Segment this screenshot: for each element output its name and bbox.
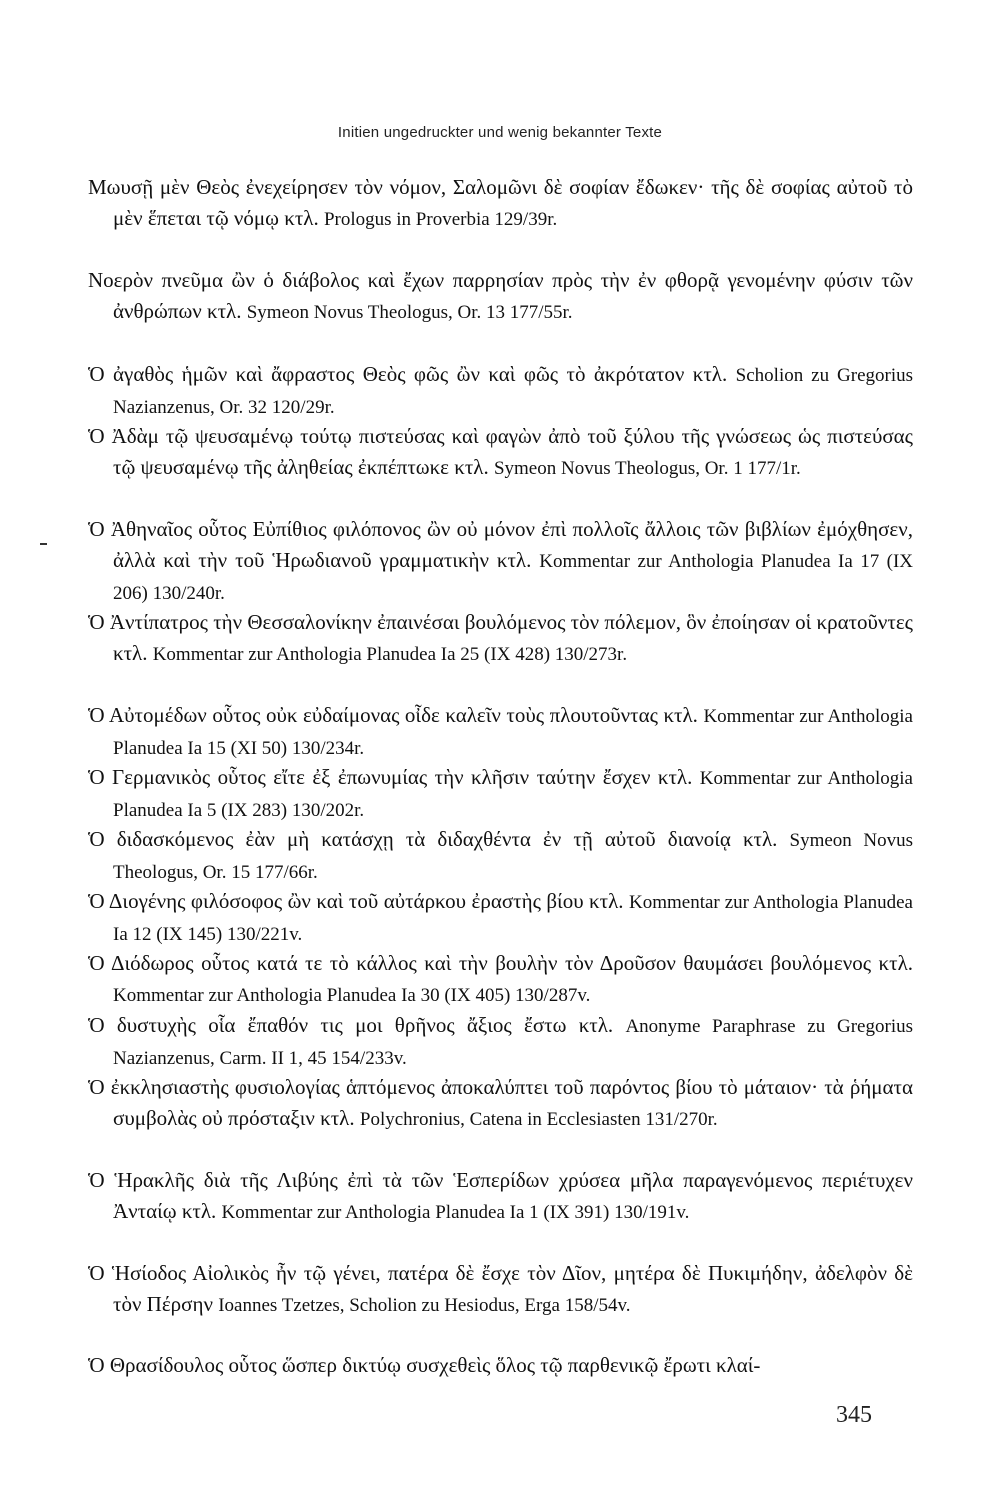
greek-incipit: Ὁ ἐκκλησιαστὴς φυσιολογίας ἁπτόμενος ἀποκαλύπτει τοῦ παρόντος βίου τὸ μάταιον· τὰ ῥήματα συμβολὰς οὐ πρόσταξιν κτλ. bbox=[88, 1075, 913, 1130]
entry-15 bbox=[88, 1258, 913, 1321]
source-reference: Polychronius, Catena in Ecclesiasten 131/270r. bbox=[359, 1109, 718, 1130]
entry-14 bbox=[88, 1165, 913, 1228]
greek-incipit: Ὁ Ἡρακλῆς διὰ τῆς Λιβύης ἐπὶ τὰ τῶν Ἑσπερίδων χρύσεα μῆλα παραγενόμενος περιέτυχεν Ἀνταίῳ κτλ. bbox=[88, 1168, 913, 1223]
source-reference: Prologus in Proverbia 129/39r. bbox=[323, 209, 558, 230]
source-reference: Ioannes Tzetzes, Scholion zu Hesiodus, Erga 158/54v. bbox=[218, 1295, 631, 1316]
greek-incipit: Ὁ Ἀθηναῖος οὗτος Εὐπίθιος φιλόπονος ὢν οὐ μόνον ἐπὶ πολλοῖς ἄλλοις τῶν βιβλίων ἐμόχθησεν, ἀλλὰ καὶ τὴν τοῦ Ἡρωδιανοῦ γραμματικὴν κτλ. bbox=[88, 517, 913, 572]
entry-9 bbox=[88, 824, 913, 888]
greek-incipit: Ὁ Γερμανικὸς οὗτος εἴτε ἐξ ἐπωνυμίας τὴν κλῆσιν ταύτην ἔσχεν κτλ. bbox=[88, 765, 693, 789]
greek-incipit: Ὁ ἀγαθὸς ἡμῶν καὶ ἄφραστος Θεὸς φῶς ὢν καὶ φῶς τὸ ἀκρότατον κτλ. bbox=[88, 362, 728, 386]
source-reference: Kommentar zur Anthologia Planudea Ia 1 (IX 391) 130/191v. bbox=[221, 1202, 690, 1223]
entry-7 bbox=[88, 700, 913, 764]
source-reference: Scholion zu Gregorius Nazianzenus, Or. 32 120/29r. bbox=[113, 365, 914, 418]
source-reference: Kommentar zur Anthologia Planudea Ia 15 (XI 50) 130/234r. bbox=[113, 706, 913, 759]
entry-4 bbox=[88, 421, 913, 484]
entry-16 bbox=[88, 1350, 913, 1381]
source-reference: Kommentar zur Anthologia Planudea Ia 25 (IX 428) 130/273r. bbox=[152, 644, 628, 665]
source-reference: Kommentar zur Anthologia Planudea Ia 12 (IX 145) 130/221v. bbox=[113, 892, 913, 945]
entry-2 bbox=[88, 265, 913, 328]
source-reference: Symeon Novus Theologus, Or. 13 177/55r. bbox=[246, 302, 573, 323]
greek-incipit: Ὁ Διογένης φιλόσοφος ὢν καὶ τοῦ αὐτάρκου ἐραστὴς βίου κτλ. bbox=[88, 889, 624, 913]
greek-incipit: Ὁ Αὐτομέδων οὗτος οὐκ εὐδαίμονας οἶδε καλεῖν τοὺς πλουτοῦντας κτλ. bbox=[88, 703, 698, 727]
source-reference: Kommentar zur Anthologia Planudea Ia 17 (IX 206) 130/240r. bbox=[113, 551, 914, 604]
entry-5 bbox=[88, 514, 913, 609]
entry-6 bbox=[88, 607, 913, 670]
source-reference: Anonyme Paraphrase zu Gregorius Nazianzenus, Carm. II 1, 45 154/233v. bbox=[113, 1016, 913, 1069]
entry-12 bbox=[88, 1010, 913, 1074]
entry-10 bbox=[88, 886, 913, 950]
entry-3 bbox=[88, 359, 913, 423]
greek-incipit: Ὁ Διόδωρος οὗτος κατά τε τὸ κάλλος καὶ τὴν βουλὴν τὸν Δροῦσον θαυμάσει βουλόμενος κτλ. bbox=[88, 951, 913, 975]
source-reference: Kommentar zur Anthologia Planudea Ia 5 (IX 283) 130/202r. bbox=[113, 768, 913, 821]
greek-incipit: Ὁ Ἀντίπατρος τὴν Θεσσαλονίκην ἐπαινέσαι βουλόμενος τὸν πόλεμον, ὃν ἐποίησαν οἱ κρατοῦντες κτλ. bbox=[88, 610, 913, 665]
entry-1 bbox=[88, 172, 913, 235]
greek-incipit: Ὁ Ἡσίοδος Αἰολικὸς ἦν τῷ γένει, πατέρα δὲ ἔσχε τὸν Δῖον, μητέρα δὲ Πυκιμήδην, ἀδελφὸν δὲ τὸν Πέρσην bbox=[88, 1261, 913, 1316]
greek-incipit: Ὁ δυστυχὴς οἷα ἔπαθόν τις μοι θρῆνος ἄξιος ἔστω κτλ. bbox=[88, 1013, 614, 1037]
page-number: 345 bbox=[836, 1402, 872, 1428]
margin-mark bbox=[40, 543, 47, 545]
greek-incipit: Ὁ διδασκόμενος ἐὰν μὴ κατάσχῃ τὰ διδαχθέντα ἐν τῇ αὐτοῦ διανοίᾳ κτλ. bbox=[88, 827, 778, 851]
entry-13 bbox=[88, 1072, 913, 1135]
greek-incipit: Ὁ Ἀδὰμ τῷ ψευσαμένῳ τούτῳ πιστεύσας καὶ φαγὼν ἀπὸ τοῦ ξύλου τῆς γνώσεως ὡς πιστεύσας τῷ ψευσαμένῳ τῆς ἀληθείας ἐκπέπτωκε κτλ. bbox=[88, 424, 913, 479]
greek-incipit: Ὁ Θρασίδουλος οὗτος ὥσπερ δικτύῳ συσχεθεὶς ὅλος τῷ παρθενικῷ ἔρωτι κλαί- bbox=[88, 1353, 761, 1377]
source-reference: Symeon Novus Theologus, Or. 15 177/66r. bbox=[113, 830, 914, 883]
entry-11 bbox=[88, 948, 913, 1011]
source-reference: Symeon Novus Theologus, Or. 1 177/1r. bbox=[493, 458, 801, 479]
greek-incipit: Μωυσῇ μὲν Θεὸς ἐνεχείρησεν τὸν νόμον, Σαλομῶνι δὲ σοφίαν ἔδωκεν· τῆς δὲ σοφίας αὐτοῦ τὸ μὲν ἕπεται τῷ νόμῳ κτλ. bbox=[88, 175, 913, 230]
running-header: Initien ungedruckter und wenig bekannter Texte bbox=[337, 124, 663, 141]
greek-incipit: Νοερὸν πνεῦμα ὢν ὁ διάβολος καὶ ἔχων παρρησίαν πρὸς τὴν ἐν φθορᾷ γενομένην φύσιν τῶν ἀνθρώπων κτλ. bbox=[88, 268, 913, 323]
entry-8 bbox=[88, 762, 913, 826]
source-reference: Kommentar zur Anthologia Planudea Ia 30 (IX 405) 130/287v. bbox=[113, 985, 591, 1006]
